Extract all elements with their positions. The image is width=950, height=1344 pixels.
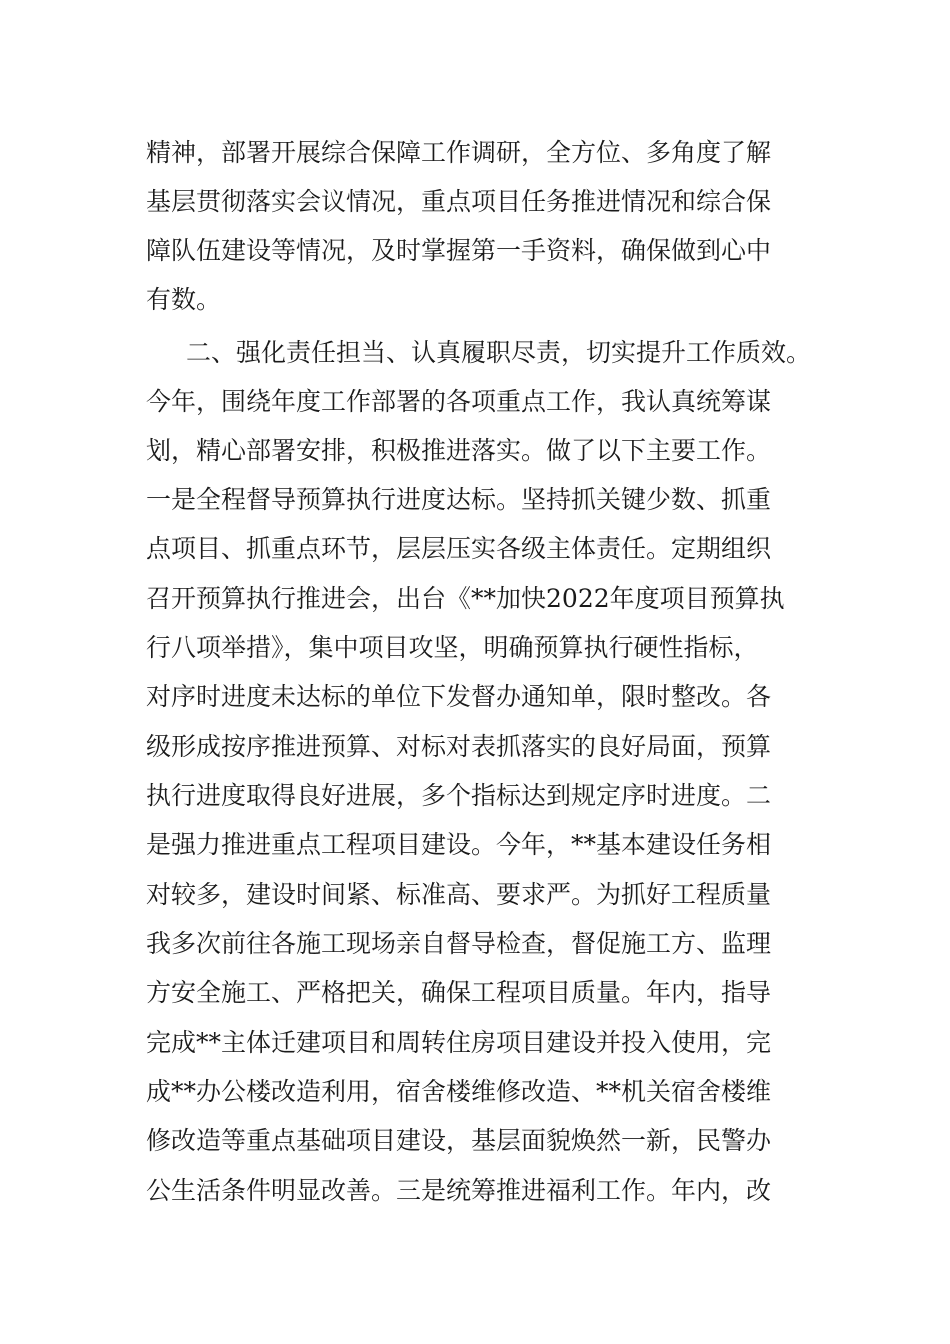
body-text-line: 有数。: [146, 285, 222, 314]
body-text-line: 执行进度取得良好进展，多个指标达到规定序时进度。二: [146, 781, 772, 810]
body-text-line: 对序时进度未达标的单位下发督办通知单，限时整改。各: [146, 682, 772, 711]
body-text-line: 是强力推进重点工程项目建设。今年，**基本建设任务相: [146, 830, 772, 859]
section-heading: 二、强化责任担当、认真履职尽责，切实提升工作质效。: [186, 338, 812, 367]
body-text-line: 点项目、抓重点环节，层层压实各级主体责任。定期组织: [146, 534, 772, 563]
body-text-line: 行八项举措》，集中项目攻坚，明确预算执行硬性指标，: [146, 633, 759, 662]
body-text-line: 划，精心部署安排，积极推进落实。做了以下主要工作。: [146, 436, 772, 465]
body-text-line: 修改造等重点基础项目建设，基层面貌焕然一新，民警办: [146, 1126, 772, 1155]
body-text-line: 一是全程督导预算执行进度达标。坚持抓关键少数、抓重: [146, 485, 772, 514]
body-text-line: 完成**主体迁建项目和周转住房项目建设并投入使用，完: [146, 1028, 772, 1057]
body-text-line: 障队伍建设等情况，及时掌握第一手资料，确保做到心中: [146, 236, 772, 265]
body-text-line: 我多次前往各施工现场亲自督导检查，督促施工方、监理: [146, 929, 772, 958]
body-text-line: 公生活条件明显改善。三是统筹推进福利工作。年内，改: [146, 1176, 772, 1205]
body-text-line: 对较多，建设时间紧、标准高、要求严。为抓好工程质量: [146, 880, 772, 909]
body-text-line: 精神，部署开展综合保障工作调研，全方位、多角度了解: [146, 138, 772, 167]
body-text-line: 基层贯彻落实会议情况，重点项目任务推进情况和综合保: [146, 187, 772, 216]
body-text-line: 今年，围绕年度工作部署的各项重点工作，我认真统筹谋: [146, 387, 772, 416]
body-text-line: 方安全施工、严格把关，确保工程项目质量。年内，指导: [146, 978, 772, 1007]
body-text-line: 成**办公楼改造利用，宿舍楼维修改造、**机关宿舍楼维: [146, 1077, 772, 1106]
body-text-line: 召开预算执行推进会，出台《**加快2022年度项目预算执: [146, 584, 785, 613]
body-text-line: 级形成按序推进预算、对标对表抓落实的良好局面，预算: [146, 732, 772, 761]
